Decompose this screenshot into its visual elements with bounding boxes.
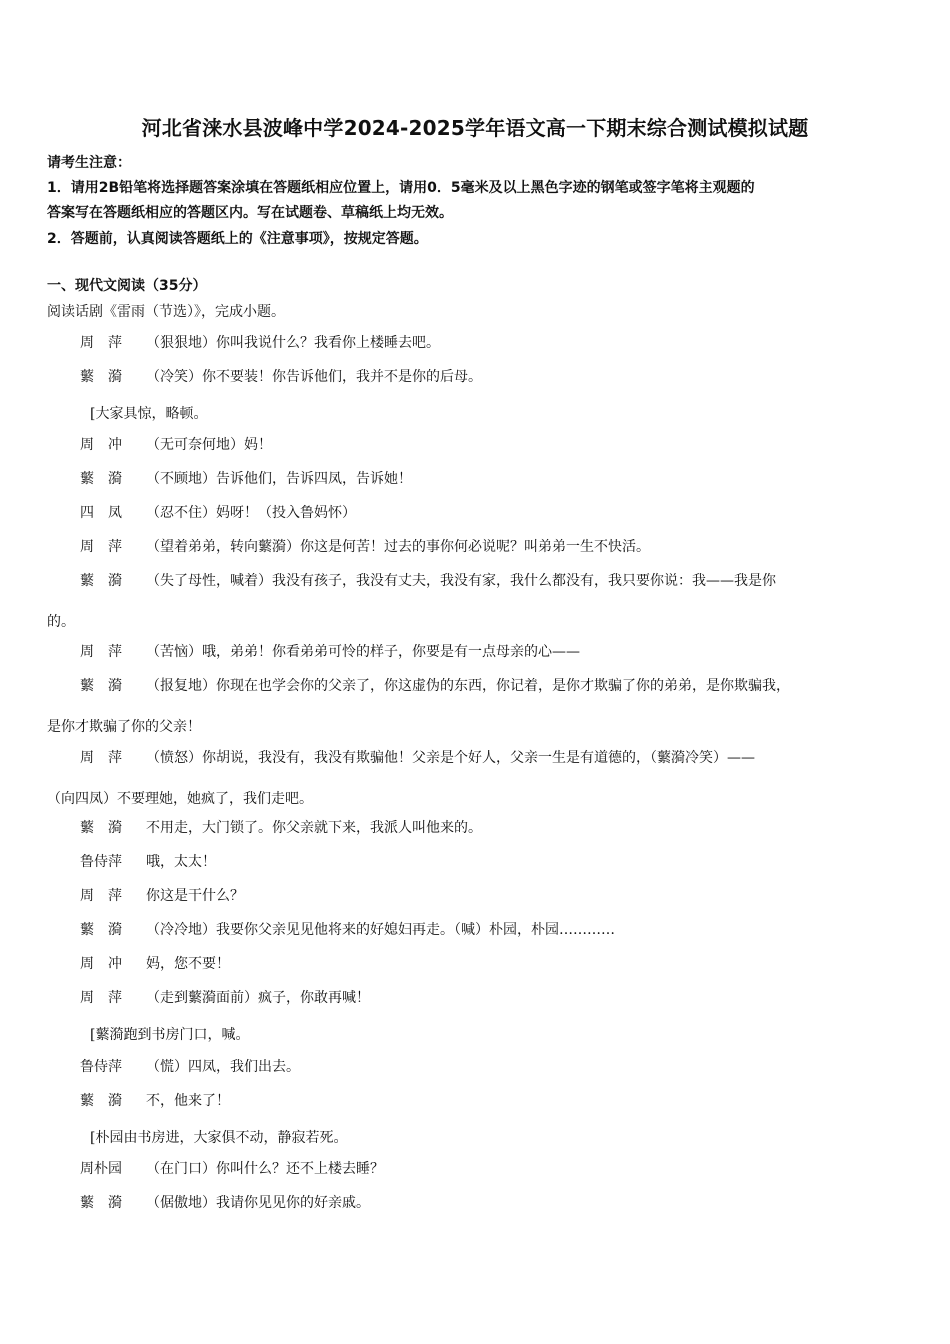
dialogue-line bbox=[47, 981, 917, 1015]
dialogue-line bbox=[47, 1152, 917, 1186]
dialogue-line bbox=[47, 360, 917, 394]
speaker: 周朴园 bbox=[80, 1161, 122, 1177]
speech: （忍不住）妈呀！（投入鲁妈怀） bbox=[146, 505, 356, 521]
speaker: 周 萍 bbox=[80, 888, 122, 904]
speech-continuation: 是你才欺骗了你的父亲！ bbox=[47, 719, 201, 735]
dialogue-line bbox=[47, 1084, 917, 1118]
speech: （狠狠地）你叫我说什么？我看你上楼睡去吧。 bbox=[146, 335, 440, 351]
dialogue-line bbox=[47, 635, 917, 669]
speech: （苦恼）哦，弟弟！你看弟弟可怜的样子，你要是有一点母亲的心—— bbox=[146, 644, 580, 660]
speaker: 鲁侍萍 bbox=[80, 1059, 122, 1075]
speech: 不用走，大门锁了。你父亲就下来，我派人叫他来的。 bbox=[146, 820, 482, 836]
stage-direction: [朴园由书房进，大家俱不动，静寂若死。 bbox=[90, 1130, 348, 1146]
speech: （无可奈何地）妈！ bbox=[146, 437, 272, 453]
dialogue-line bbox=[47, 845, 917, 879]
dialogue-line bbox=[47, 1186, 917, 1220]
dialogue-line bbox=[47, 669, 917, 703]
notice-item-2: 2．答题前，认真阅读答题纸上的《注意事项》，按规定答题。 bbox=[47, 231, 428, 247]
speech: （慌）四凤，我们出去。 bbox=[146, 1059, 300, 1075]
speech: （倨傲地）我请你见见你的好亲戚。 bbox=[146, 1195, 370, 1211]
section-heading: 一、现代文阅读（35分） bbox=[47, 278, 207, 294]
dialogue-line bbox=[47, 947, 917, 981]
speaker: 周 冲 bbox=[80, 956, 122, 972]
dialogue-line bbox=[47, 564, 917, 598]
speaker: 蘩 漪 bbox=[80, 369, 122, 385]
speech: 不，他来了！ bbox=[146, 1093, 230, 1109]
speaker: 蘩 漪 bbox=[80, 678, 122, 694]
section-intro: 阅读话剧《雷雨（节选）》，完成小题。 bbox=[47, 304, 285, 320]
dialogue-line bbox=[47, 326, 917, 360]
speaker: 周 萍 bbox=[80, 539, 122, 555]
speech: （在门口）你叫什么？还不上楼去睡？ bbox=[146, 1161, 384, 1177]
dialogue-line bbox=[47, 496, 917, 530]
stage-direction: [大家具惊，略顿。 bbox=[90, 406, 208, 422]
speaker: 周 萍 bbox=[80, 335, 122, 351]
speech: （报复地）你现在也学会你的父亲了，你这虚伪的东西，你记着，是你才欺骗了你的弟弟，是你欺骗我， bbox=[146, 678, 790, 694]
speaker: 蘩 漪 bbox=[80, 573, 122, 589]
speech: （冷冷地）我要你父亲见见他将来的好媳妇再走。（喊）朴园，朴园………… bbox=[146, 922, 615, 938]
notice-item-1-line-2: 答案写在答题纸相应的答题区内。写在试题卷、草稿纸上均无效。 bbox=[47, 205, 453, 221]
speech: （愤怒）你胡说，我没有，我没有欺骗他！父亲是个好人，父亲一生是有道德的，（蘩漪冷笑）—— bbox=[146, 750, 755, 766]
dialogue-line bbox=[47, 741, 917, 775]
dialogue-line bbox=[47, 428, 917, 462]
speech: 哦，太太！ bbox=[146, 854, 216, 870]
stage-direction: [蘩漪跑到书房门口，喊。 bbox=[90, 1027, 250, 1043]
dialogue-line bbox=[47, 530, 917, 564]
speech-continuation: （向四凤）不要理她，她疯了，我们走吧。 bbox=[47, 791, 313, 807]
speaker: 蘩 漪 bbox=[80, 922, 122, 938]
dialogue-line bbox=[47, 811, 917, 845]
speaker: 蘩 漪 bbox=[80, 1195, 122, 1211]
speech: 妈，您不要！ bbox=[146, 956, 230, 972]
notice-heading: 请考生注意： bbox=[47, 155, 131, 171]
speaker: 蘩 漪 bbox=[80, 820, 122, 836]
speech: （失了母性，喊着）我没有孩子，我没有丈夫，我没有家，我什么都没有，我只要你说：我——我是你 bbox=[146, 573, 776, 589]
speaker: 四 凤 bbox=[80, 505, 122, 521]
speaker: 周 萍 bbox=[80, 990, 122, 1006]
speech: （不顾地）告诉他们，告诉四凤，告诉她！ bbox=[146, 471, 412, 487]
speech: （望着弟弟，转向蘩漪）你这是何苦！过去的事你何必说呢？叫弟弟一生不快活。 bbox=[146, 539, 650, 555]
notice-item-1-line-1: 1．请用2B铅笔将选择题答案涂填在答题纸相应位置上，请用0．5毫米及以上黑色字迹的钢笔或签字笔将主观题的 bbox=[47, 180, 755, 196]
page-title: 河北省涞水县波峰中学2024-2025学年语文高一下期末综合测试模拟试题 bbox=[141, 116, 809, 140]
dialogue-line bbox=[47, 879, 917, 913]
speaker: 蘩 漪 bbox=[80, 1093, 122, 1109]
speaker: 蘩 漪 bbox=[80, 471, 122, 487]
dialogue-line bbox=[47, 913, 917, 947]
speaker: 周 萍 bbox=[80, 750, 122, 766]
speech: （冷笑）你不要装！你告诉他们，我并不是你的后母。 bbox=[146, 369, 482, 385]
speaker: 周 萍 bbox=[80, 644, 122, 660]
speaker: 周 冲 bbox=[80, 437, 122, 453]
dialogue-line bbox=[47, 462, 917, 496]
speech: （走到蘩漪面前）疯子，你敢再喊！ bbox=[146, 990, 370, 1006]
dialogue-line bbox=[47, 1050, 917, 1084]
speech-continuation: 的。 bbox=[47, 614, 75, 630]
speech: 你这是干什么？ bbox=[146, 888, 244, 904]
speaker: 鲁侍萍 bbox=[80, 854, 122, 870]
